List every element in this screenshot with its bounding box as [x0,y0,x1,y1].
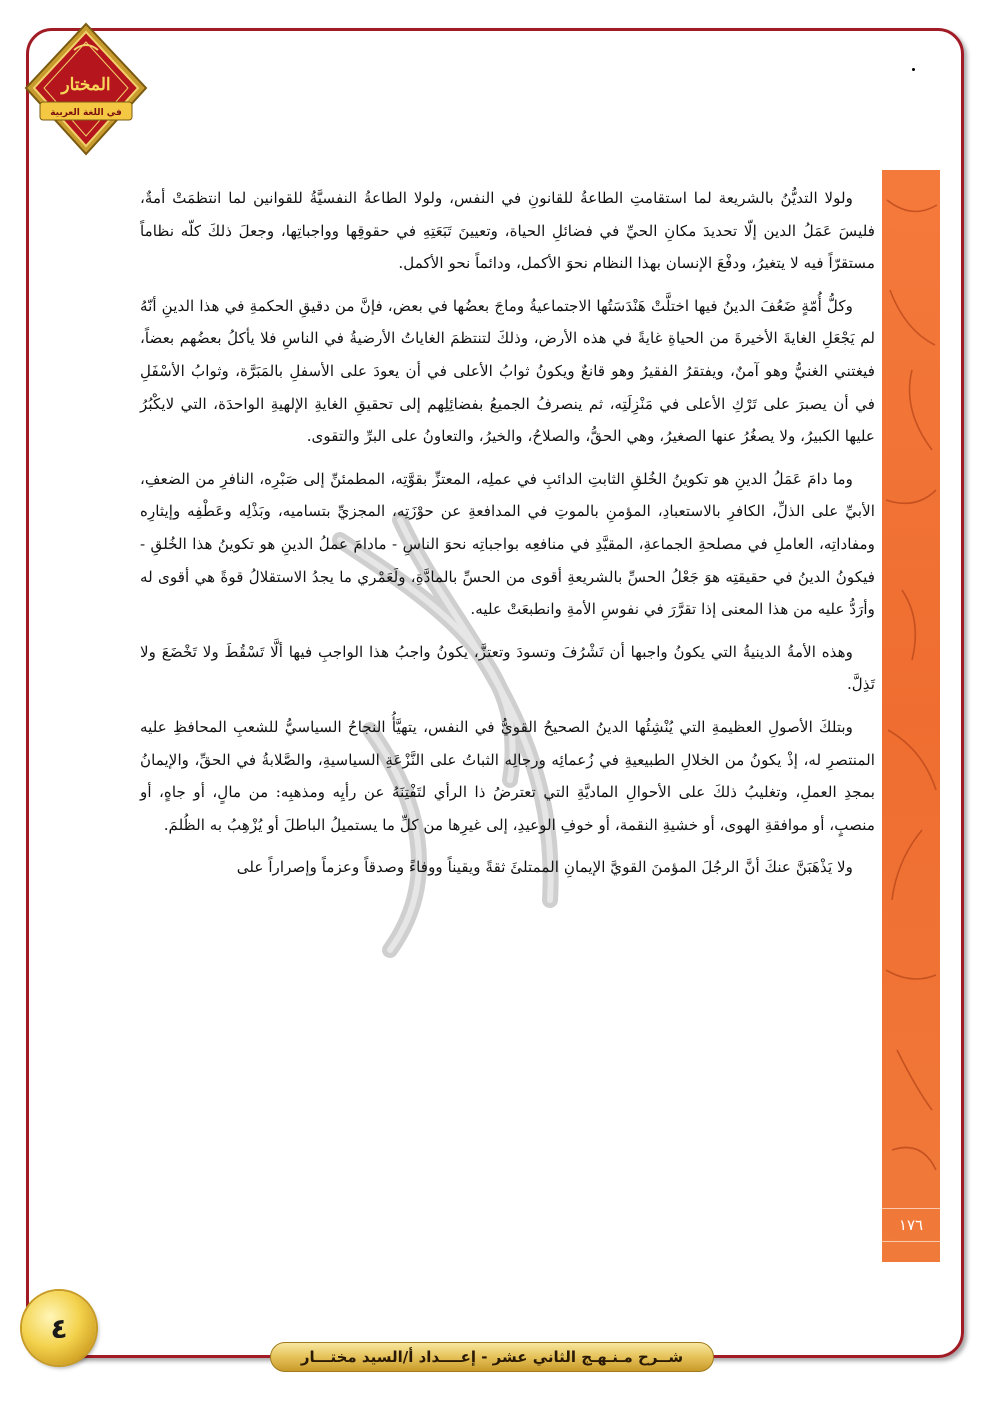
corner-dot [912,68,915,71]
paragraph: ولولا التديُّنُ بالشريعة لما استقامتِ الطاعةُ للقانونِ في النفس، ولولا الطاعةُ النفسيَّةُ للقوانين لما انتظمَتْ أمةٌ، فليسَ عَمَلُ الدين إلّا تحديدَ مكانِ الحيِّ في فضائلِ الحياة، وتعيينَ تَبَعَتِهِ في حقوقِها وواجباتِها، وجعلَ ذلكَ كلّه نظاماً مستقرّاً فيه لا يتغيرُ، ودفْعَ الإنسان بهذا النظام نحوَ الأكمل، ودائماً نحو الأكمل. [140,189,875,273]
page-number: ١٧٦ [882,1208,940,1242]
side-stripe [882,170,940,1262]
footer-banner: شــرح مـنـهـج الثاني عشر - إعــــداد أ/السيد مختـــار [270,1342,714,1372]
paragraph: وما دامَ عَمَلُ الدينِ هو تكوينُ الخُلقِ الثابتِ الدائبِ في عملِه، المعتزِّ بقوَّتِه، المطمئنِّ إلى صَبْرِه، النافرِ من الضعفِ، الأبيِّ على الذلِّ، الكافرِ بالاستعبادِ، المؤمنِ بالموتِ في المدافعةِ عن حوْزَتِه، المجزيِّ بتساميه، وبَذْلِه وعَطْفِه وإيثارِه ومفاداتِه، العاملِ في مصلحةِ الجماعةِ، المقيَّدِ في منافعِه بواجباتِه نحوَ الناسِ - مادامَ عملُ الدينِ هو تكوينُ هذا الخُلقِ - فيكونُ الدينُ في حقيقتِه هوَ جَعْلُ الحسِّ بالشريعةِ أقوى من الحسِّ بالمادَّةِ، ولَعَمْري ما يجدُ الاستقلالُ قوةً هي أقوى له وأرَدُّ عليه من هذا المعنى إذا تقرَّرَ في نفوسِ الأمةِ وانطبعَتْ عليه. [140,469,875,619]
paragraph: وبتلكَ الأصولِ العظيمةِ التي يُنْشِئُها الدينُ الصحيحُ القويُّ في النفس، يتهيَّأُ النجاحُ السياسيُّ للشعبِ المحافظِ عليه المنتصرِ له، إذْ يكونُ من الخلالِ الطبيعيةِ في زُعمائِه ورجالِه الثباتُ على النَّزْعَةِ السياسيةِ، والصَّلابةُ في الحقِّ، والإيمانُ بمجدِ العملِ، وتغليبُ ذلكَ على الأحوالِ الماديَّةِ التي تعترضُ ذا الرأي لتَفْتِنَهُ عن رأيِه ومذهبِه: من مالٍ، أو جاهٍ، أو منصبٍ، أو موافقةِ الهوى، أو خشيةِ النقمة، أو خوفِ الوعيدِ، إلى غيرِها من كلِّ ما يستميلُ الباطلَ أو يُزْهِبُ به الظُلمَ. [140,717,875,834]
article-body [140,182,875,894]
paragraph: ولا يَذْهَبَنَّ عنكَ أنَّ الرجُلَ المؤمنَ القويَّ الإيمانِ الممتلئَ ثقةً ويقيناً ووفاءً وصدقاً وعزماً وإصراراً على [236,858,853,877]
paragraph: وكلُّ أُمّةٍ ضَعُفَ الدينُ فيها اختلَّتْ هَنْدَسَتُها الاجتماعيةُ وماجَ بعضُها في بعض، فإنَّ من دقيقِ الحكمةِ في هذا الدينِ أنّهُ لم يَجْعَلِ الغايةَ الأخيرةَ من الحياةِ غايةً في هذه الأرض، وذلكَ لتنتظمَ الغاياتُ الأرضيةُ في الناسِ فلا يأكلُ بعضُهم بعضاً، فيغتني الغنيُّ وهو آمنٌ، ويفتقرُ الفقيرُ وهو قانعٌ ويكونُ ثوابُ الأعلى في أن يعودَ على الأسفلِ بالمَبَرَّة، وثوابُ الأسْفَلِ في أن يصبرَ على تَرْكِ الأعلى في مَنْزِلَتِه، ثم ينصرفُ الجميعُ بفضائِلِهم إلى تحقيقِ الغايةِ الإلهيةِ الواحدَة، التي لايكْبُرُ عليها الكبيرُ، ولا يصغُرُ عنها الصغيرُ، وهي الحقُّ، والصلاحُ، والخيرُ، والتعاونُ على البرِّ والتقوى. [140,296,875,446]
paragraph: وهذه الأمةُ الدينيةُ التي يكونُ واجبها أن تَشْرُفَ وتسودَ وتعتزَّ، يكونُ واجبُ هذا الواجبِ فيها ألَّا تَسْقُطَ ولا تَخْضَعَ ولا تَذِلَّ. [140,642,875,694]
logo-title: المختار [61,75,111,95]
logo-subtitle: في اللغة العربية [50,108,122,118]
page-circle-number: ٤ [22,1291,96,1365]
book-logo [22,20,150,158]
